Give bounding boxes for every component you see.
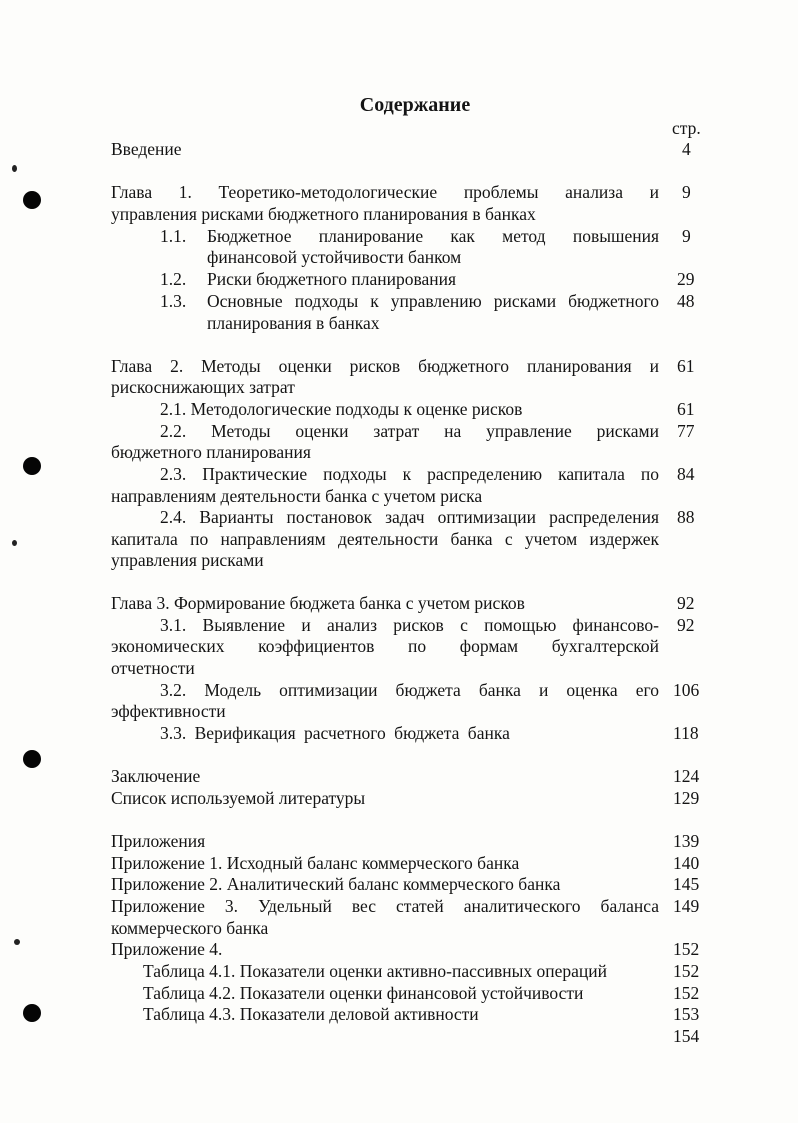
toc-section-1-3: Основные подходы к управлению рисками бюджетного: [207, 291, 659, 311]
toc-page: 9: [682, 182, 691, 202]
binder-hole: [23, 457, 41, 475]
scan-speck: [14, 939, 20, 945]
toc-section-2-2: 2.2. Методы оценки затрат на управление рисками: [160, 421, 659, 441]
toc-page: 61: [677, 399, 695, 419]
toc-table-4-3: Таблица 4.3. Показатели деловой активности: [143, 1004, 479, 1024]
toc-page: 145: [673, 874, 700, 894]
toc-appendix-1: Приложение 1. Исходный баланс коммерческого банка: [111, 853, 520, 873]
toc-page: 92: [677, 593, 695, 613]
toc-section-2-1: 2.1. Методологические подходы к оценке рисков: [160, 399, 523, 419]
toc-appendix-3-cont: коммерческого банка: [111, 918, 269, 938]
toc-page: 153: [673, 1004, 700, 1024]
toc-section-3-2-cont: эффективности: [111, 701, 226, 721]
toc-table-4-2: Таблица 4.2. Показатели оценки финансовой устойчивости: [143, 983, 584, 1003]
toc-page: 61: [677, 356, 695, 376]
toc-page: 152: [673, 939, 700, 959]
toc-section-3-1-cont2: отчетности: [111, 658, 195, 678]
toc-page: 118: [673, 723, 699, 743]
toc-appendix-3: Приложение 3. Удельный вес статей аналитического баланса: [111, 896, 659, 916]
toc-section-3-2: 3.2. Модель оптимизации бюджета банка и оценка его: [160, 680, 659, 700]
toc-page: 129: [673, 788, 700, 808]
toc-page: 152: [673, 961, 700, 981]
toc-page: 140: [673, 853, 700, 873]
toc-chapter-3: Глава 3. Формирование бюджета банка с учетом рисков: [111, 593, 525, 613]
binder-hole: [23, 750, 41, 768]
scan-speck: [12, 540, 17, 546]
toc-section-2-3-cont: направлениям деятельности банка с учетом риска: [111, 486, 483, 506]
binder-hole: [23, 191, 41, 209]
toc-page: 84: [677, 464, 695, 484]
toc-appendices: Приложения: [111, 831, 206, 851]
toc-intro: Введение: [111, 139, 182, 159]
scan-speck: [12, 165, 17, 172]
page-column-header: стр.: [672, 118, 701, 138]
toc-page: 139: [673, 831, 700, 851]
toc-page: 88: [677, 507, 695, 527]
section-number: 1.1.: [160, 226, 187, 246]
page-title: Содержание: [359, 94, 471, 116]
toc-page: 152: [673, 983, 700, 1003]
toc-section-2-2-cont: бюджетного планирования: [111, 442, 311, 462]
toc-page: 4: [682, 139, 691, 159]
toc-page: 9: [682, 226, 691, 246]
toc-page: 92: [677, 615, 695, 635]
toc-section-3-1-cont: экономических коэффициентов по формам бухгалтерской: [111, 636, 659, 656]
toc-page: 48: [677, 291, 695, 311]
toc-section-1-2: Риски бюджетного планирования: [207, 269, 457, 289]
binder-hole: [23, 1004, 41, 1022]
toc-page: 77: [677, 421, 695, 441]
section-number: 1.3.: [160, 291, 187, 311]
toc-chapter-2-cont: рискоснижающих затрат: [111, 377, 295, 397]
toc-section-2-4: 2.4. Варианты постановок задач оптимизации распределения: [160, 507, 659, 527]
toc-page: 154: [673, 1026, 700, 1046]
toc-section-2-3: 2.3. Практические подходы к распределению капитала по: [160, 464, 659, 484]
toc-section-1-3-cont: планирования в банках: [207, 313, 380, 333]
toc-chapter-1-cont: управления рисками бюджетного планирования в банках: [111, 204, 536, 224]
toc-page: 29: [677, 269, 695, 289]
toc-section-1-1-cont: финансовой устойчивости банком: [207, 247, 462, 267]
toc-section-1-1: Бюджетное планирование как метод повышения: [207, 226, 659, 246]
toc-section-3-1: 3.1. Выявление и анализ рисков с помощью финансово-: [160, 615, 659, 635]
toc-section-2-4-cont2: управления рисками: [111, 550, 264, 570]
toc-appendix-2: Приложение 2. Аналитический баланс коммерческого банка: [111, 874, 561, 894]
toc-section-2-4-cont: капитала по направлениям деятельности банка с учетом издержек: [111, 529, 659, 549]
toc-page: 149: [673, 896, 700, 916]
toc-page: 106: [673, 680, 700, 700]
toc-page: 124: [673, 766, 700, 786]
section-number: 1.2.: [160, 269, 187, 289]
toc-section-3-3: 3.3. Верификация расчетного бюджета банка: [160, 723, 510, 743]
toc-appendix-4: Приложение 4.: [111, 939, 223, 959]
toc-bibliography: Список используемой литературы: [111, 788, 366, 808]
toc-chapter-1: Глава 1. Теоретико-методологические проблемы анализа и: [111, 182, 659, 202]
toc-chapter-2: Глава 2. Методы оценки рисков бюджетного планирования и: [111, 356, 659, 376]
toc-conclusion: Заключение: [111, 766, 201, 786]
toc-table-4-1: Таблица 4.1. Показатели оценки активно-пассивных операций: [143, 961, 608, 981]
